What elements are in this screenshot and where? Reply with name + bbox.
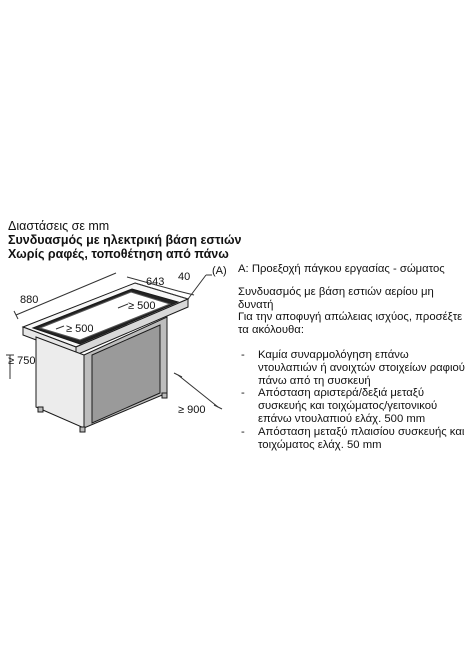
bullet-list [238,349,466,451]
units-note: Διαστάσεις σε mm [8,219,110,233]
installation-drawing [0,255,235,440]
dim-500-inner: ≥ 500 [66,323,94,335]
note-a [238,263,466,276]
dim-750: ≥ 750 [8,355,36,367]
dim-500-top: ≥ 500 [128,300,156,312]
cabinet-foot [80,427,85,432]
dim-880: 880 [20,294,39,306]
cabinet-foot [38,407,43,412]
list-item: - Απόσταση αριστερά/δεξιά μεταξύ συσκευής και τοιχώματος/γειτονικού επάνω ντουλαπιού ελάχ. 500 mm [241,387,438,425]
dim-643: 643 [146,276,165,288]
notes-panel [238,263,466,451]
callout-a: (A) [212,265,227,277]
note-a-text: Προεξοχή πάγκου εργασίας - σώματος [248,263,445,275]
dim-40: 40 [178,271,191,283]
note-paragraph: Συνδυασμός με βάση εστιών αερίου μη δυνατή Για την αποφυγή απώλειας ισχύος, προσέξτε τα ακόλουθα: [238,285,463,337]
note-a-label: A: [238,263,249,275]
combination-title: Συνδυασμός με ηλεκτρική βάση εστιών [8,233,242,247]
dim-900: ≥ 900 [178,404,206,416]
list-item: - Απόσταση μεταξύ πλαισίου συσκευής και τοιχώματος ελάχ. 50 mm [241,425,465,451]
cabinet-foot [162,393,167,398]
installation-title: Χωρίς ραφές, τοποθέτηση από πάνω [8,247,229,261]
list-item: - Καμία συναρμολόγηση επάνω ντουλαπιών ή ανοιχτών στοιχείων ραφιού πάνω από τη συσκευή [241,348,465,387]
